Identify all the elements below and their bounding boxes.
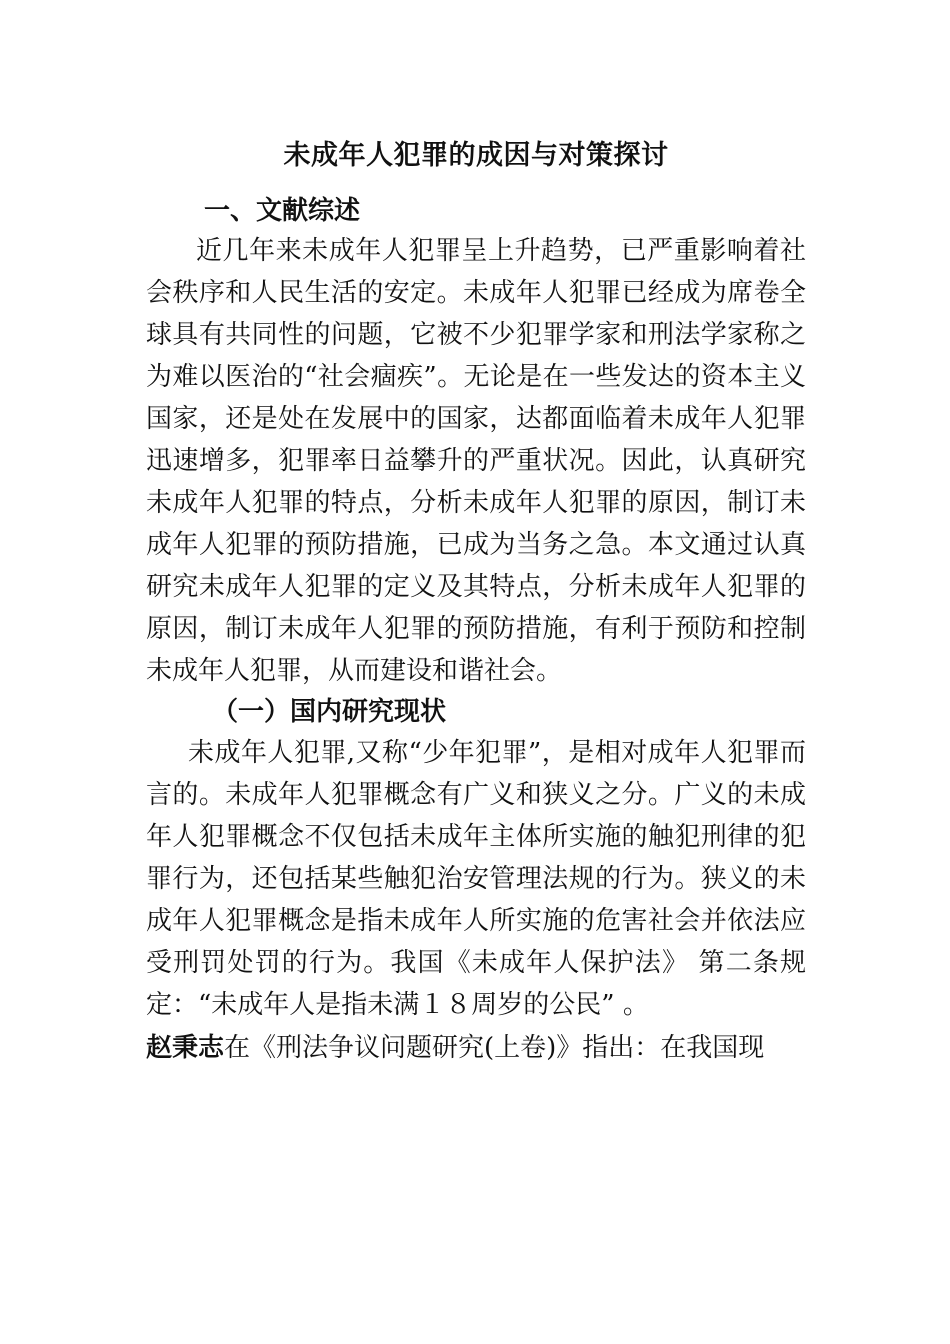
document-body	[146, 132, 806, 1070]
citation-text: 在《刑法争议问题研究(上卷)》指出：在我国现	[224, 1033, 765, 1063]
section-heading-literature-review: 一、文献综述	[204, 196, 361, 226]
paragraph-citation	[146, 1026, 806, 1070]
paragraph-definition: 未成年人犯罪,又称“少年犯罪”，是相对成年人犯罪而言的。未成年人犯罪概念有广义和狭义之分。广义的未成年人犯罪概念不仅包括未成年主体所实施的触犯刑律的犯罪行为，还包括某些触犯治安管理法规的行为。狭义的未成年人犯罪概念是指未成年人所实施的危害社会并依法应受刑罚处罚的行为。我国《未成年人保护法》 第二条规定：“未成年人是指未满１８周岁的公民” 。	[146, 738, 806, 1020]
document-title: 未成年人犯罪的成因与对策探讨	[283, 140, 669, 171]
cited-author: 赵秉志	[146, 1033, 225, 1063]
paragraph-introduction: 近几年来未成年人犯罪呈上升趋势，已严重影响着社会秩序和人民生活的安定。未成年人犯罪已经成为席卷全球具有共同性的问题，它被不少犯罪学家和刑法学家称之为难以医治的“社会痼疾”。无论是在一些发达的资本主义国家，还是处在发展中的国家，达都面临着未成年人犯罪迅速增多，犯罪率日益攀升的严重状况。因此，认真研究未成年人犯罪的特点，分析未成年人犯罪的原因，制订未成年人犯罪的预防措施，已成为当务之急。本文通过认真研究未成年人犯罪的定义及其特点，分析未成年人犯罪的原因，制订未成年人犯罪的预防措施，有利于预防和控制未成年人犯罪，从而建设和谐社会。	[146, 236, 806, 686]
subsection-heading-domestic-research: （一）国内研究现状	[212, 697, 447, 727]
